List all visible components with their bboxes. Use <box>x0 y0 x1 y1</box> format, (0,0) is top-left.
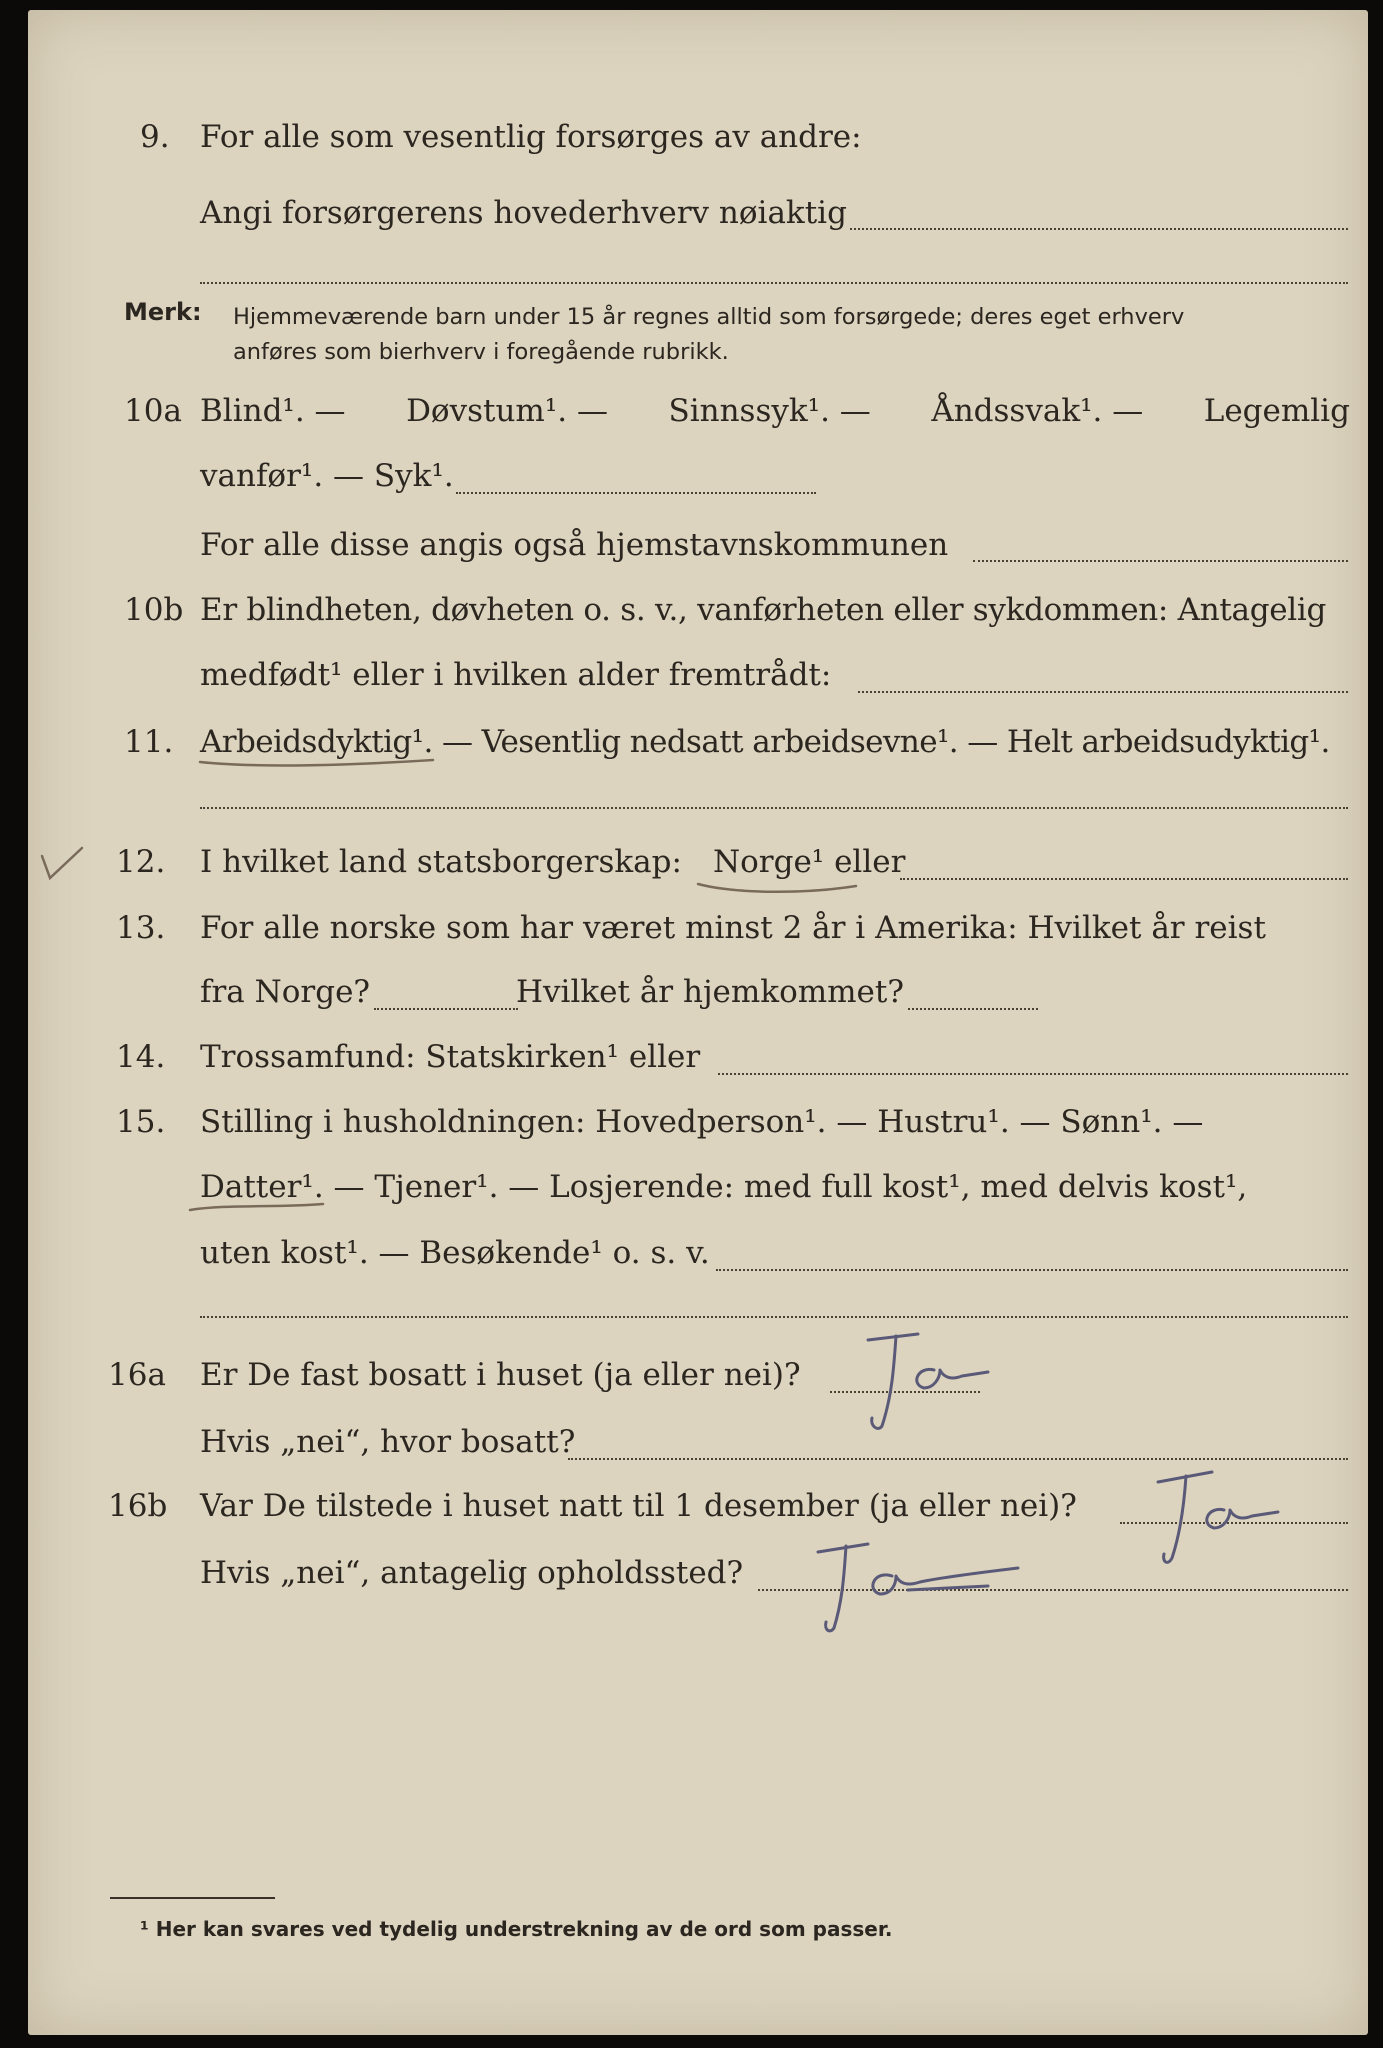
q16a-line1: Er De fast bosatt i huset (ja eller nei)? <box>200 1357 801 1393</box>
q12-norge: Norge¹ eller <box>713 844 906 880</box>
q15-datter-underline-mark <box>188 1198 328 1218</box>
q14-line1: Trossamfund: Statskirken¹ eller <box>200 1039 701 1075</box>
q13-number: 13. <box>116 910 166 946</box>
q10a-line1 <box>200 391 1350 431</box>
q10a-line3: For alle disse angis også hjemstavnskommunen <box>200 527 949 563</box>
q12-number: 12. <box>116 844 166 880</box>
q15-number: 15. <box>116 1104 166 1140</box>
q10b-answer-line[interactable] <box>858 691 1348 693</box>
q15-line2: Datter¹. — Tjener¹. — Losjerende: med full kost¹, med delvis kost¹, <box>200 1169 1248 1205</box>
check-tick-mark <box>28 836 88 886</box>
q9-line1: For alle som vesentlig forsørges av andre: <box>200 119 862 155</box>
q16b-line2: Hvis „nei“, antagelig opholdssted? <box>200 1555 744 1591</box>
merk-label: Merk: <box>124 298 202 326</box>
merk-line2: anføres som bierhverv i foregående rubrikk. <box>233 339 729 365</box>
q9-number: 9. <box>140 119 170 155</box>
q10a-legemlig: Legemlig <box>1203 393 1350 429</box>
q15-answer-line[interactable] <box>716 1269 1348 1271</box>
q10a-blind: Blind¹. — <box>200 393 346 429</box>
q16a-handwritten-ja <box>848 1326 998 1436</box>
q10a-line2: vanfør¹. — Syk¹. <box>200 458 454 494</box>
q10b-line1: Er blindheten, døvheten o. s. v., vanførheten eller sykdommen: Antagelig <box>200 592 1327 628</box>
q14-number: 14. <box>116 1039 166 1075</box>
q14-answer-line[interactable] <box>718 1073 1348 1075</box>
footnote-rule <box>110 1897 275 1899</box>
q10a-number: 10a <box>124 393 182 429</box>
q13-line1: For alle norske som har været minst 2 år i Amerika: Hvilket år reist <box>200 910 1266 946</box>
q16b-opholdssted-handwritten-ja <box>788 1528 1028 1638</box>
q9-line2: Angi forsørgerens hovederhverv nøiaktig <box>200 195 847 231</box>
q12-line1: I hvilket land statsborgerskap: <box>200 844 682 880</box>
q10b-line2: medfødt¹ eller i hvilken alder fremtrådt: <box>200 657 832 693</box>
q11-line1: Arbeidsdyktig¹. — Vesentlig nedsatt arbeidsevne¹. — Helt arbeidsudyktig¹. <box>200 724 1330 760</box>
q10a-sinnssyk: Sinnssyk¹. — <box>668 393 871 429</box>
merk-line1: Hjemmeværende barn under 15 år regnes alltid som forsørgede; deres eget erhverv <box>233 304 1185 330</box>
q11-underline-mark <box>198 752 438 772</box>
q10a-andssvak: Åndssvak¹. — <box>931 393 1144 429</box>
q13-line2b: Hvilket år hjemkommet? <box>516 974 904 1010</box>
census-form-page <box>28 10 1368 2035</box>
q9-answer-line[interactable] <box>850 228 1348 230</box>
q10a-dovstum: Døvstum¹. — <box>406 393 608 429</box>
q9-answer-line-2[interactable] <box>200 282 1348 284</box>
q10a-syk-answer-line[interactable] <box>456 492 816 494</box>
q16a-number: 16a <box>108 1357 166 1393</box>
q10b-number: 10b <box>124 592 184 628</box>
q15-line1: Stilling i husholdningen: Hovedperson¹. — Hustru¹. — Sønn¹. — <box>200 1104 1204 1140</box>
q15-line3: uten kost¹. — Besøkende¹ o. s. v. <box>200 1235 710 1271</box>
q11-number: 11. <box>124 724 174 760</box>
q13-hjemkommet-answer-line[interactable] <box>908 1008 1038 1010</box>
q16a-line2: Hvis „nei“, hvor bosatt? <box>200 1424 576 1460</box>
q13-reist-answer-line[interactable] <box>374 1008 518 1010</box>
q16b-handwritten-ja <box>1138 1466 1288 1576</box>
q16b-number: 16b <box>108 1488 168 1524</box>
q13-line2a: fra Norge? <box>200 974 371 1010</box>
q12-norge-underline-mark <box>696 876 866 900</box>
q16a-bosatt-answer-line[interactable] <box>568 1458 1348 1460</box>
q16b-line1: Var De tilstede i huset natt til 1 desember (ja eller nei)? <box>200 1488 1077 1524</box>
q15-answer-line-2[interactable] <box>200 1316 1348 1318</box>
q11-answer-line[interactable] <box>200 807 1348 809</box>
q12-answer-line[interactable] <box>900 878 1348 880</box>
footnote-text: ¹ Her kan svares ved tydelig understrekning av de ord som passer. <box>140 1917 893 1941</box>
q10a-hjemstavn-answer-line[interactable] <box>973 560 1348 562</box>
